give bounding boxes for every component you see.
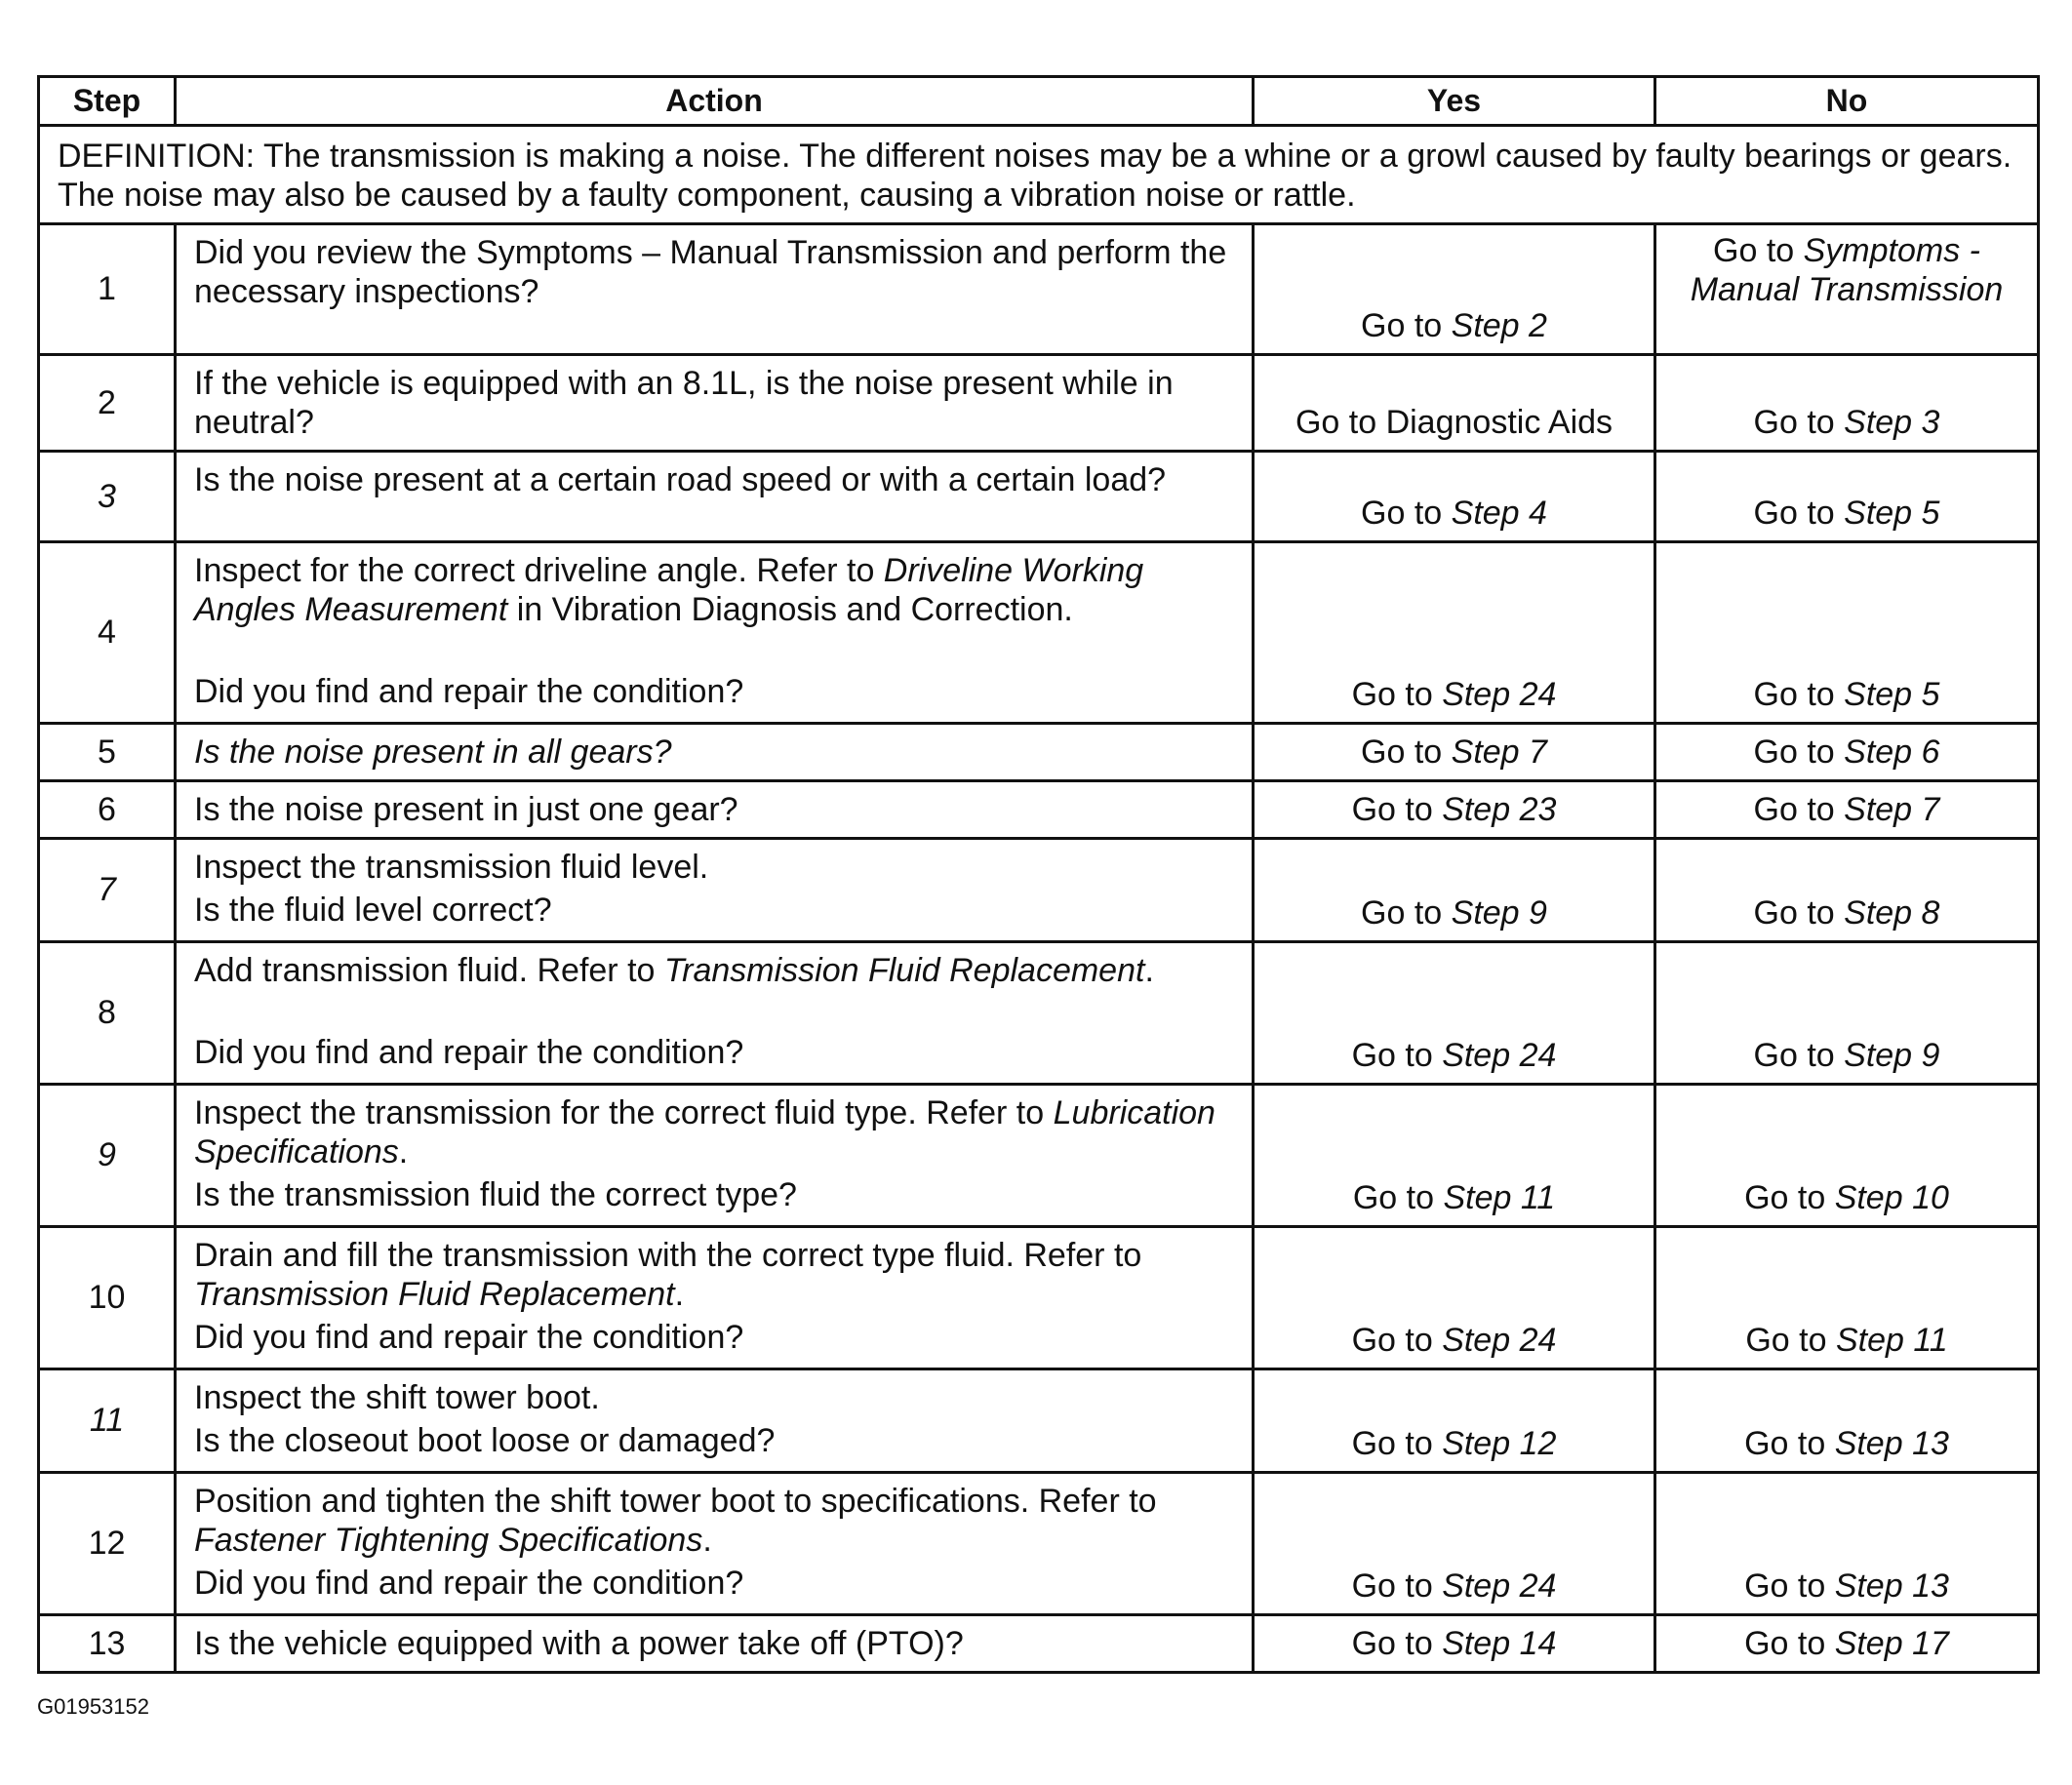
yes-step-reference: Step 12 [1442,1425,1557,1462]
action-lead: Add transmission fluid. Refer to [194,952,664,989]
no-result-cell [1655,452,2039,542]
no-step-reference: Step 5 [1844,676,1940,713]
no-result-cell [1655,355,2039,452]
table-row [39,942,2039,1085]
yes-result-cell [1254,1227,1655,1369]
action-question: Did you find and repair the condition? [194,1319,744,1356]
action-text: Is the noise present in just one gear? [194,791,738,828]
yes-go-to: Go to [1351,1322,1443,1359]
action-reference: Transmission Fluid Replacement [663,952,1145,989]
diagnostic-table [37,75,2040,1674]
no-result-cell [1655,542,2039,724]
yes-go-to: Go to [1351,791,1443,828]
yes-step-reference: Step 24 [1442,1567,1557,1605]
step-number: 9 [39,1085,176,1227]
table-row [39,452,2039,542]
definition-row [39,126,2039,224]
no-result-cell [1655,839,2039,942]
step-number: 7 [39,839,176,942]
step-number: 1 [39,224,176,355]
action-lead: Inspect the transmission for the correct fluid type. Refer to [194,1094,1054,1131]
figure-id: G01953152 [37,1694,149,1719]
yes-step-reference: Step 2 [1451,307,1547,344]
action-line: Is the fluid level correct? [194,892,552,929]
step-number: 10 [39,1227,176,1369]
no-step-reference: Step 13 [1834,1567,1949,1605]
step-number: 5 [39,724,176,781]
step-number: 13 [39,1615,176,1673]
action-line: Inspect the shift tower boot. [194,1379,600,1416]
no-go-to: Go to [1753,894,1845,932]
table-row [39,1085,2039,1227]
action-text: Is the noise present in all gears? [194,734,672,771]
yes-go-to: Go to [1351,1625,1443,1662]
action-text: Is the noise present at a certain road speed or with a certain load? [194,461,1167,498]
action-lines [194,1378,1234,1460]
yes-result-cell [1254,839,1655,942]
header-step: Step [39,77,176,126]
no-result-cell [1655,1227,2039,1369]
action-reference: Driveline Working Angles Measurement [194,552,1144,628]
table-row [39,355,2039,452]
action-question: Did you find and repair the condition? [194,1034,744,1071]
no-result-cell [1655,224,2039,355]
yes-go-to: Go to Diagnostic Aids [1295,404,1614,441]
no-result-cell [1655,942,2039,1085]
action-tail: . [702,1522,712,1559]
yes-result-cell [1254,1085,1655,1227]
action-lines [194,1482,1234,1603]
table-row [39,724,2039,781]
definition-text: DEFINITION: The transmission is making a noise. The different noises may be a whine or a growl caused by faulty bearings or gears. The noise may also be caused by a faulty component, causing a vibration noise or rattle. [39,126,2039,224]
action-cell [176,1227,1254,1369]
yes-result-cell [1254,1369,1655,1473]
yes-step-reference: Step 14 [1442,1625,1557,1662]
no-step-reference: Symptoms - Manual Transmission [1690,232,2004,308]
no-go-to: Go to [1753,404,1845,441]
yes-result-cell [1254,452,1655,542]
action-instruction [194,1482,1234,1560]
action-instruction [194,1093,1234,1171]
yes-step-reference: Step 23 [1442,791,1557,828]
no-go-to: Go to [1753,676,1845,713]
yes-go-to: Go to [1361,734,1452,771]
action-cell [176,224,1254,355]
yes-step-reference: Step 24 [1442,676,1557,713]
action-question: Did you find and repair the condition? [194,673,744,710]
no-result-cell [1655,724,2039,781]
action-lines [194,1236,1234,1357]
action-question: Is the transmission fluid the correct type? [194,1176,797,1213]
table-row [39,1369,2039,1473]
action-instruction [194,951,1234,990]
no-go-to: Go to [1744,1567,1835,1605]
header-no: No [1655,77,2039,126]
no-step-reference: Step 13 [1834,1425,1949,1462]
yes-result-cell [1254,781,1655,839]
header-action: Action [176,77,1254,126]
header-row [39,77,2039,126]
action-lead: Inspect for the correct driveline angle. Refer to [194,552,884,589]
step-number: 4 [39,542,176,724]
yes-step-reference: Step 24 [1442,1322,1557,1359]
action-cell [176,942,1254,1085]
step-number: 12 [39,1473,176,1615]
yes-step-reference: Step 7 [1451,734,1547,771]
table-row [39,1473,2039,1615]
action-line: Is the closeout boot loose or damaged? [194,1422,776,1459]
yes-go-to: Go to [1361,307,1452,344]
action-lines [194,551,1234,711]
no-go-to: Go to [1753,791,1845,828]
table-row [39,781,2039,839]
table-row [39,1615,2039,1673]
yes-go-to: Go to [1351,1037,1443,1074]
yes-go-to: Go to [1361,894,1452,932]
action-cell [176,781,1254,839]
action-lines [194,848,1234,930]
action-cell [176,1369,1254,1473]
yes-result-cell [1254,542,1655,724]
action-text: If the vehicle is equipped with an 8.1L, is the noise present while in neutral? [194,365,1174,441]
action-lines [194,951,1234,1072]
yes-step-reference: Step 11 [1443,1179,1556,1216]
action-tail: . [398,1133,409,1170]
yes-step-reference: Step 4 [1451,495,1547,532]
no-go-to: Go to [1744,1425,1835,1462]
action-tail: . [1144,952,1154,989]
no-step-reference: Step 3 [1844,404,1940,441]
yes-go-to: Go to [1351,1567,1443,1605]
action-tail: . [674,1276,685,1313]
no-go-to: Go to [1713,232,1804,269]
action-text: Did you review the Symptoms – Manual Transmission and perform the necessary inspections? [194,234,1227,310]
yes-go-to: Go to [1361,495,1452,532]
no-step-reference: Step 6 [1844,734,1940,771]
yes-result-cell [1254,1615,1655,1673]
step-number: 8 [39,942,176,1085]
no-result-cell [1655,781,2039,839]
action-lead: Position and tighten the shift tower boot to specifications. Refer to [194,1483,1157,1520]
action-reference: Fastener Tightening Specifications [194,1522,703,1559]
action-cell [176,839,1254,942]
no-step-reference: Step 17 [1834,1625,1949,1662]
no-go-to: Go to [1744,1625,1835,1662]
step-number: 2 [39,355,176,452]
yes-result-cell [1254,224,1655,355]
no-step-reference: Step 10 [1834,1179,1949,1216]
yes-go-to: Go to [1351,1425,1443,1462]
no-result-cell [1655,1369,2039,1473]
action-lead: Drain and fill the transmission with the correct type fluid. Refer to [194,1237,1142,1274]
header-yes: Yes [1254,77,1655,126]
no-go-to: Go to [1744,1179,1835,1216]
no-step-reference: Step 11 [1835,1322,1948,1359]
action-question: Did you find and repair the condition? [194,1565,744,1602]
action-cell [176,1473,1254,1615]
action-line: Inspect the transmission fluid level. [194,849,709,886]
no-step-reference: Step 8 [1844,894,1940,932]
yes-result-cell [1254,355,1655,452]
action-lines [194,1093,1234,1214]
action-cell [176,355,1254,452]
action-cell [176,1085,1254,1227]
action-cell [176,542,1254,724]
step-number: 3 [39,452,176,542]
yes-result-cell [1254,724,1655,781]
no-result-cell [1655,1615,2039,1673]
no-step-reference: Step 5 [1844,495,1940,532]
action-text: Is the vehicle equipped with a power take off (PTO)? [194,1625,964,1662]
action-tail: in Vibration Diagnosis and Correction. [507,591,1073,628]
no-go-to: Go to [1753,1037,1845,1074]
table-row [39,542,2039,724]
action-instruction [194,551,1234,629]
step-number: 6 [39,781,176,839]
yes-go-to: Go to [1352,1179,1444,1216]
table-row [39,1227,2039,1369]
no-step-reference: Step 7 [1844,791,1940,828]
table-row [39,839,2039,942]
action-instruction [194,1236,1234,1314]
action-reference: Transmission Fluid Replacement [194,1276,675,1313]
no-go-to: Go to [1753,495,1845,532]
no-result-cell [1655,1473,2039,1615]
no-step-reference: Step 9 [1844,1037,1940,1074]
no-go-to: Go to [1753,734,1845,771]
action-cell [176,724,1254,781]
yes-step-reference: Step 9 [1451,894,1547,932]
action-cell [176,1615,1254,1673]
action-reference: Lubrication Specifications [194,1094,1215,1170]
action-cell [176,452,1254,542]
yes-result-cell [1254,1473,1655,1615]
yes-go-to: Go to [1351,676,1443,713]
yes-step-reference: Step 24 [1442,1037,1557,1074]
table-row [39,224,2039,355]
yes-result-cell [1254,942,1655,1085]
no-result-cell [1655,1085,2039,1227]
step-number: 11 [39,1369,176,1473]
no-go-to: Go to [1745,1322,1836,1359]
